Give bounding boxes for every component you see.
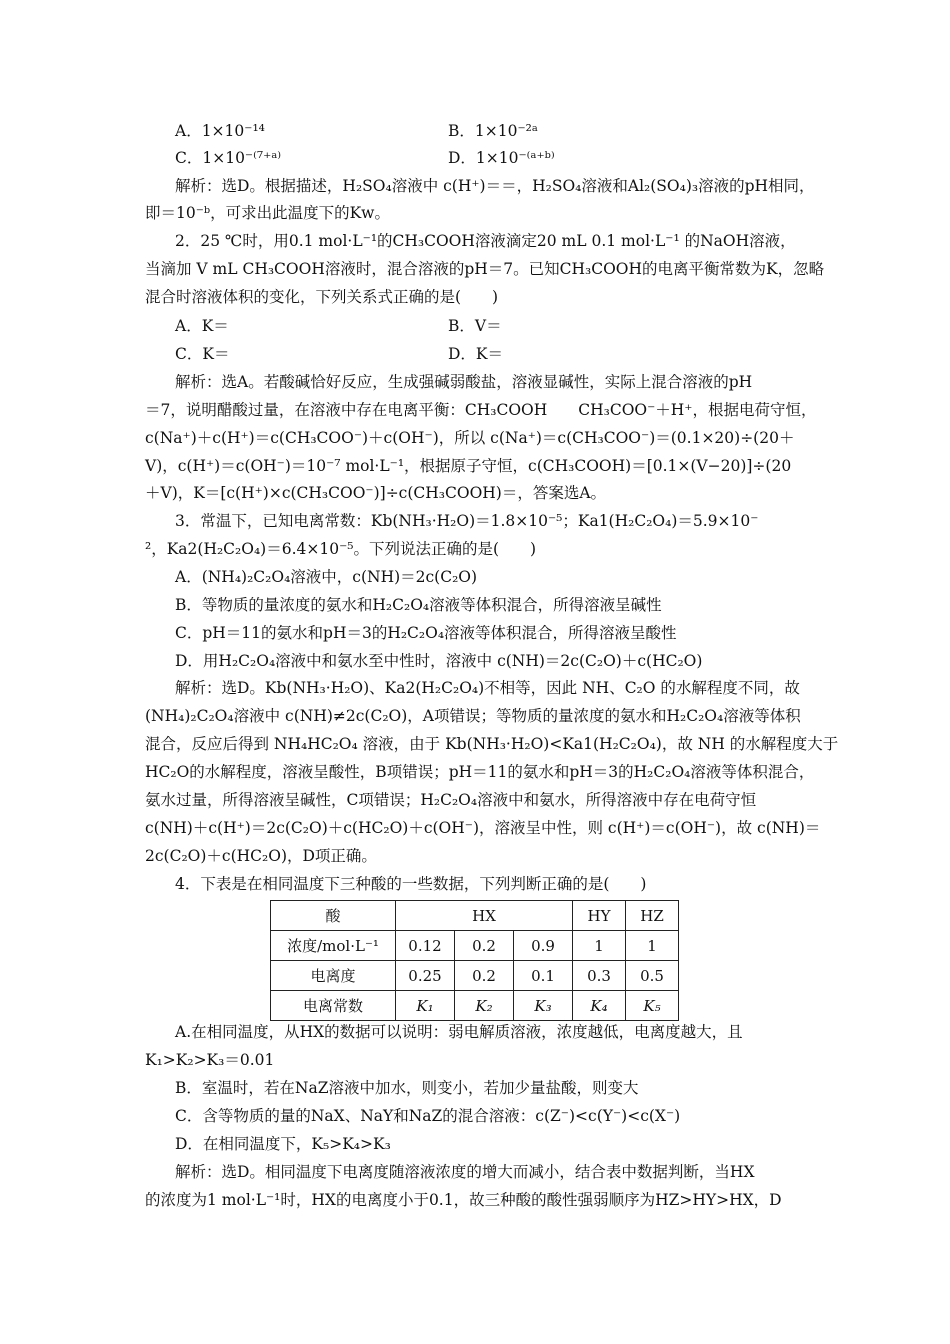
q2-option-c: C．K＝	[175, 345, 230, 363]
q3-stem-line: 3．常温下，已知电离常数：Kb(NH₃·H₂O)＝1.8×10⁻⁵；Ka1(H₂C₂O₄)＝5.9×10⁻	[175, 512, 759, 530]
q2-option-d: D．K＝	[448, 345, 504, 363]
q1-option-b: B．1×10⁻²ᵃ	[448, 122, 538, 140]
table-cell: 0.12	[396, 931, 455, 961]
q2-analysis-line: 解析：选A。若酸碱恰好反应，生成强碱弱酸盐，溶液显碱性，实际上混合溶液的pH	[175, 373, 753, 391]
q3-analysis-line: (NH₄)₂C₂O₄溶液中 c(NH)≠2c(C₂O)，A项错误；等物质的量浓度的氨水和H₂C₂O₄溶液等体积	[145, 707, 801, 725]
q1-option-c: C．1×10⁻⁽⁷⁺ᵃ⁾	[175, 149, 282, 167]
table-cell: K₁	[396, 991, 455, 1021]
q4-option-d: D．在相同温度下，K₅>K₄>K₃	[175, 1135, 391, 1153]
table-header-row	[271, 901, 679, 931]
table-row-label: 电离常数	[271, 991, 396, 1021]
q4-option-c: C．含等物质的量的NaX、NaY和NaZ的混合溶液：c(Z⁻)<c(Y⁻)<c(X⁻)	[175, 1107, 681, 1125]
q4-option-a: A.在相同温度，从HX的数据可以说明：弱电解质溶液，浓度越低，电离度越大，且	[175, 1023, 743, 1041]
table-cell: 0.1	[514, 961, 573, 991]
table-header-cell: HX	[396, 901, 573, 931]
q1-option-d: D．1×10⁻⁽ᵃ⁺ᵇ⁾	[448, 149, 555, 167]
table-cell: 0.2	[455, 961, 514, 991]
q2-stem-line: 混合时溶液体积的变化，下列关系式正确的是( )	[145, 288, 499, 306]
q3-option-b: B．等物质的量浓度的氨水和H₂C₂O₄溶液等体积混合，所得溶液呈碱性	[175, 596, 662, 614]
table-cell: 0.5	[626, 961, 679, 991]
table-cell: 0.3	[573, 961, 626, 991]
acid-data-table	[270, 900, 679, 1021]
q1-option-a: A．1×10⁻¹⁴	[175, 122, 265, 140]
q2-stem-line: 2．25 ℃时，用0.1 mol·L⁻¹的CH₃COOH溶液滴定20 mL 0.1 mol·L⁻¹ 的NaOH溶液，	[175, 232, 796, 250]
q4-analysis-line: 的浓度为1 mol·L⁻¹时，HX的电离度小于0.1，故三种酸的酸性强弱顺序为HZ>HY>HX，D	[145, 1191, 782, 1209]
table-cell: 0.2	[455, 931, 514, 961]
table-cell: 0.9	[514, 931, 573, 961]
q3-analysis-line: c(NH)＋c(H⁺)＝2c(C₂O)＋c(HC₂O)＋c(OH⁻)，溶液呈中性，则 c(H⁺)＝c(OH⁻)，故 c(NH)＝	[145, 819, 821, 837]
q4-option-a-cont: K₁>K₂>K₃＝0.01	[145, 1051, 275, 1069]
table-cell: K₄	[573, 991, 626, 1021]
q2-option-b: B．V＝	[448, 317, 502, 335]
q2-option-a: A．K＝	[175, 317, 229, 335]
q1-analysis-line: 解析：选D。根据描述，H₂SO₄溶液中 c(H⁺)＝＝，H₂SO₄溶液和Al₂(SO₄)₃溶液的pH相同，	[175, 177, 815, 195]
q2-analysis-line: c(Na⁺)＋c(H⁺)＝c(CH₃COO⁻)＋c(OH⁻)，所以 c(Na⁺)＝c(CH₃COO⁻)＝(0.1×20)÷(20＋	[145, 429, 795, 447]
table-row	[271, 991, 679, 1021]
q3-option-a: A．(NH₄)₂C₂O₄溶液中，c(NH)＝2c(C₂O)	[175, 568, 478, 586]
q3-analysis-line: 2c(C₂O)＋c(HC₂O)，D项正确。	[145, 847, 377, 865]
q3-analysis-line: 混合，反应后得到 NH₄HC₂O₄ 溶液，由于 Kb(NH₃·H₂O)<Ka1(H₂C₂O₄)，故 NH 的水解程度大于	[145, 735, 839, 753]
table-header-cell: 酸	[271, 901, 396, 931]
q3-option-c: C．pH＝11的氨水和pH＝3的H₂C₂O₄溶液等体积混合，所得溶液呈酸性	[175, 624, 677, 642]
q4-stem: 4．下表是在相同温度下三种酸的一些数据，下列判断正确的是( )	[175, 875, 647, 893]
q2-stem-line: 当滴加 V mL CH₃COOH溶液时，混合溶液的pH＝7。已知CH₃COOH的电离平衡常数为K，忽略	[145, 260, 825, 278]
q3-option-d: D．用H₂C₂O₄溶液中和氨水至中性时，溶液中 c(NH)＝2c(C₂O)＋c(HC₂O)	[175, 652, 703, 670]
table-row	[271, 961, 679, 991]
q4-analysis-line: 解析：选D。相同温度下电离度随溶液浓度的增大而减小，结合表中数据判断，当HX	[175, 1163, 755, 1181]
q2-analysis-line: ＋V)，K＝[c(H⁺)×c(CH₃COO⁻)]÷c(CH₃COOH)＝，答案选A。	[145, 484, 607, 502]
table-row-label: 电离度	[271, 961, 396, 991]
table-cell: 1	[573, 931, 626, 961]
table-cell: 0.25	[396, 961, 455, 991]
q1-analysis-line: 即＝10⁻ᵇ，可求出此温度下的Kw。	[145, 204, 390, 222]
table-cell: K₅	[626, 991, 679, 1021]
table-row	[271, 931, 679, 961]
q3-analysis-line: HC₂O的水解程度，溶液呈酸性，B项错误；pH＝11的氨水和pH＝3的H₂C₂O₄溶液等体积混合，	[145, 763, 815, 781]
table-header-cell: HZ	[626, 901, 679, 931]
q3-analysis-line: 解析：选D。Kb(NH₃·H₂O)、Ka2(H₂C₂O₄)不相等，因此 NH、C₂O 的水解程度不同，故	[175, 679, 800, 697]
q3-analysis-line: 氨水过量，所得溶液呈碱性，C项错误；H₂C₂O₄溶液中和氨水，所得溶液中存在电荷守恒	[145, 791, 757, 809]
q2-analysis-line: V)，c(H⁺)＝c(OH⁻)＝10⁻⁷ mol·L⁻¹，根据原子守恒，c(CH₃COOH)＝[0.1×(V−20)]÷(20	[145, 457, 792, 475]
q3-stem-line: ²，Ka2(H₂C₂O₄)＝6.4×10⁻⁵。下列说法正确的是( )	[145, 540, 537, 558]
table-header-cell: HY	[573, 901, 626, 931]
table-cell: K₂	[455, 991, 514, 1021]
table-cell: 1	[626, 931, 679, 961]
q4-option-b: B．室温时，若在NaZ溶液中加水，则变小，若加少量盐酸，则变大	[175, 1079, 639, 1097]
table-row-label: 浓度/mol·L⁻¹	[271, 931, 396, 961]
table-cell: K₃	[514, 991, 573, 1021]
q2-analysis-line: ＝7，说明醋酸过量，在溶液中存在电离平衡：CH₃COOH CH₃COO⁻＋H⁺，根据电荷守恒，	[145, 401, 817, 419]
